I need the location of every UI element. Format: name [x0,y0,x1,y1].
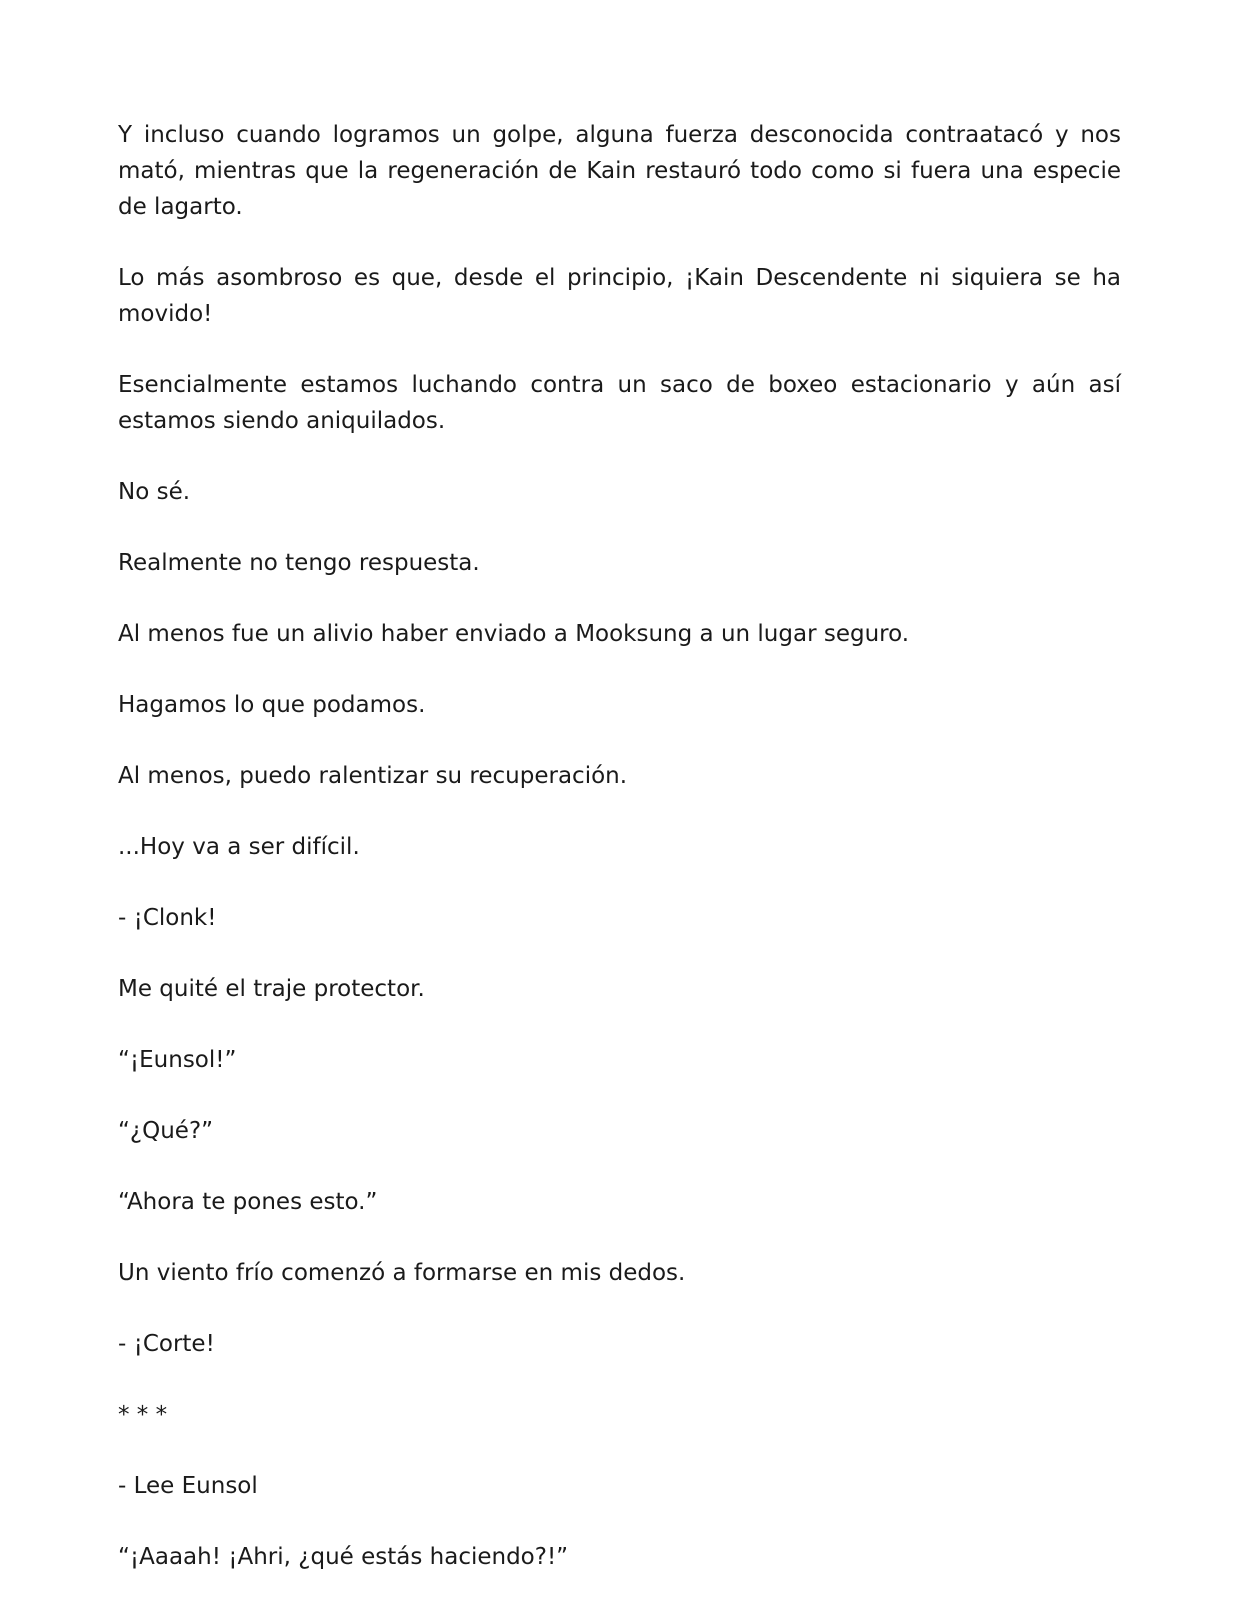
paragraph: Lo más asombroso es que, desde el principio, ¡Kain Descendente ni siquiera se ha movido! [118,265,1121,327]
paragraph: Me quité el traje protector. [118,976,425,1002]
paragraph: Y incluso cuando logramos un golpe, alguna fuerza desconocida contraatacó y nos mató, mientras que la regeneración de Kain restauró todo como si fuera una especie de lagarto. [118,122,1121,220]
paragraph: No sé. [118,479,191,505]
paragraph: Hagamos lo que podamos. [118,692,426,718]
paragraph: - ¡Corte! [118,1331,215,1357]
paragraph: - ¡Clonk! [118,905,217,931]
document-body [118,117,1121,1610]
paragraph: “¿Qué?” [118,1118,214,1144]
paragraph: Al menos fue un alivio haber enviado a Mooksung a un lugar seguro. [118,621,910,647]
paragraph: - Lee Eunsol [118,1473,258,1499]
section-separator: * * * [118,1402,168,1428]
paragraph: ...Hoy va a ser difícil. [118,834,360,860]
paragraph: “¡Eunsol!” [118,1047,237,1073]
paragraph: “¡Aaaah! ¡Ahri, ¿qué estás haciendo?!” [118,1544,569,1570]
paragraph: Esencialmente estamos luchando contra un saco de boxeo estacionario y aún así estamos siendo aniquilados. [118,372,1121,434]
paragraph: Al menos, puedo ralentizar su recuperación. [118,763,628,789]
paragraph: Un viento frío comenzó a formarse en mis dedos. [118,1260,686,1286]
paragraph: “Ahora te pones esto.” [118,1189,378,1215]
paragraph: Realmente no tengo respuesta. [118,550,480,576]
